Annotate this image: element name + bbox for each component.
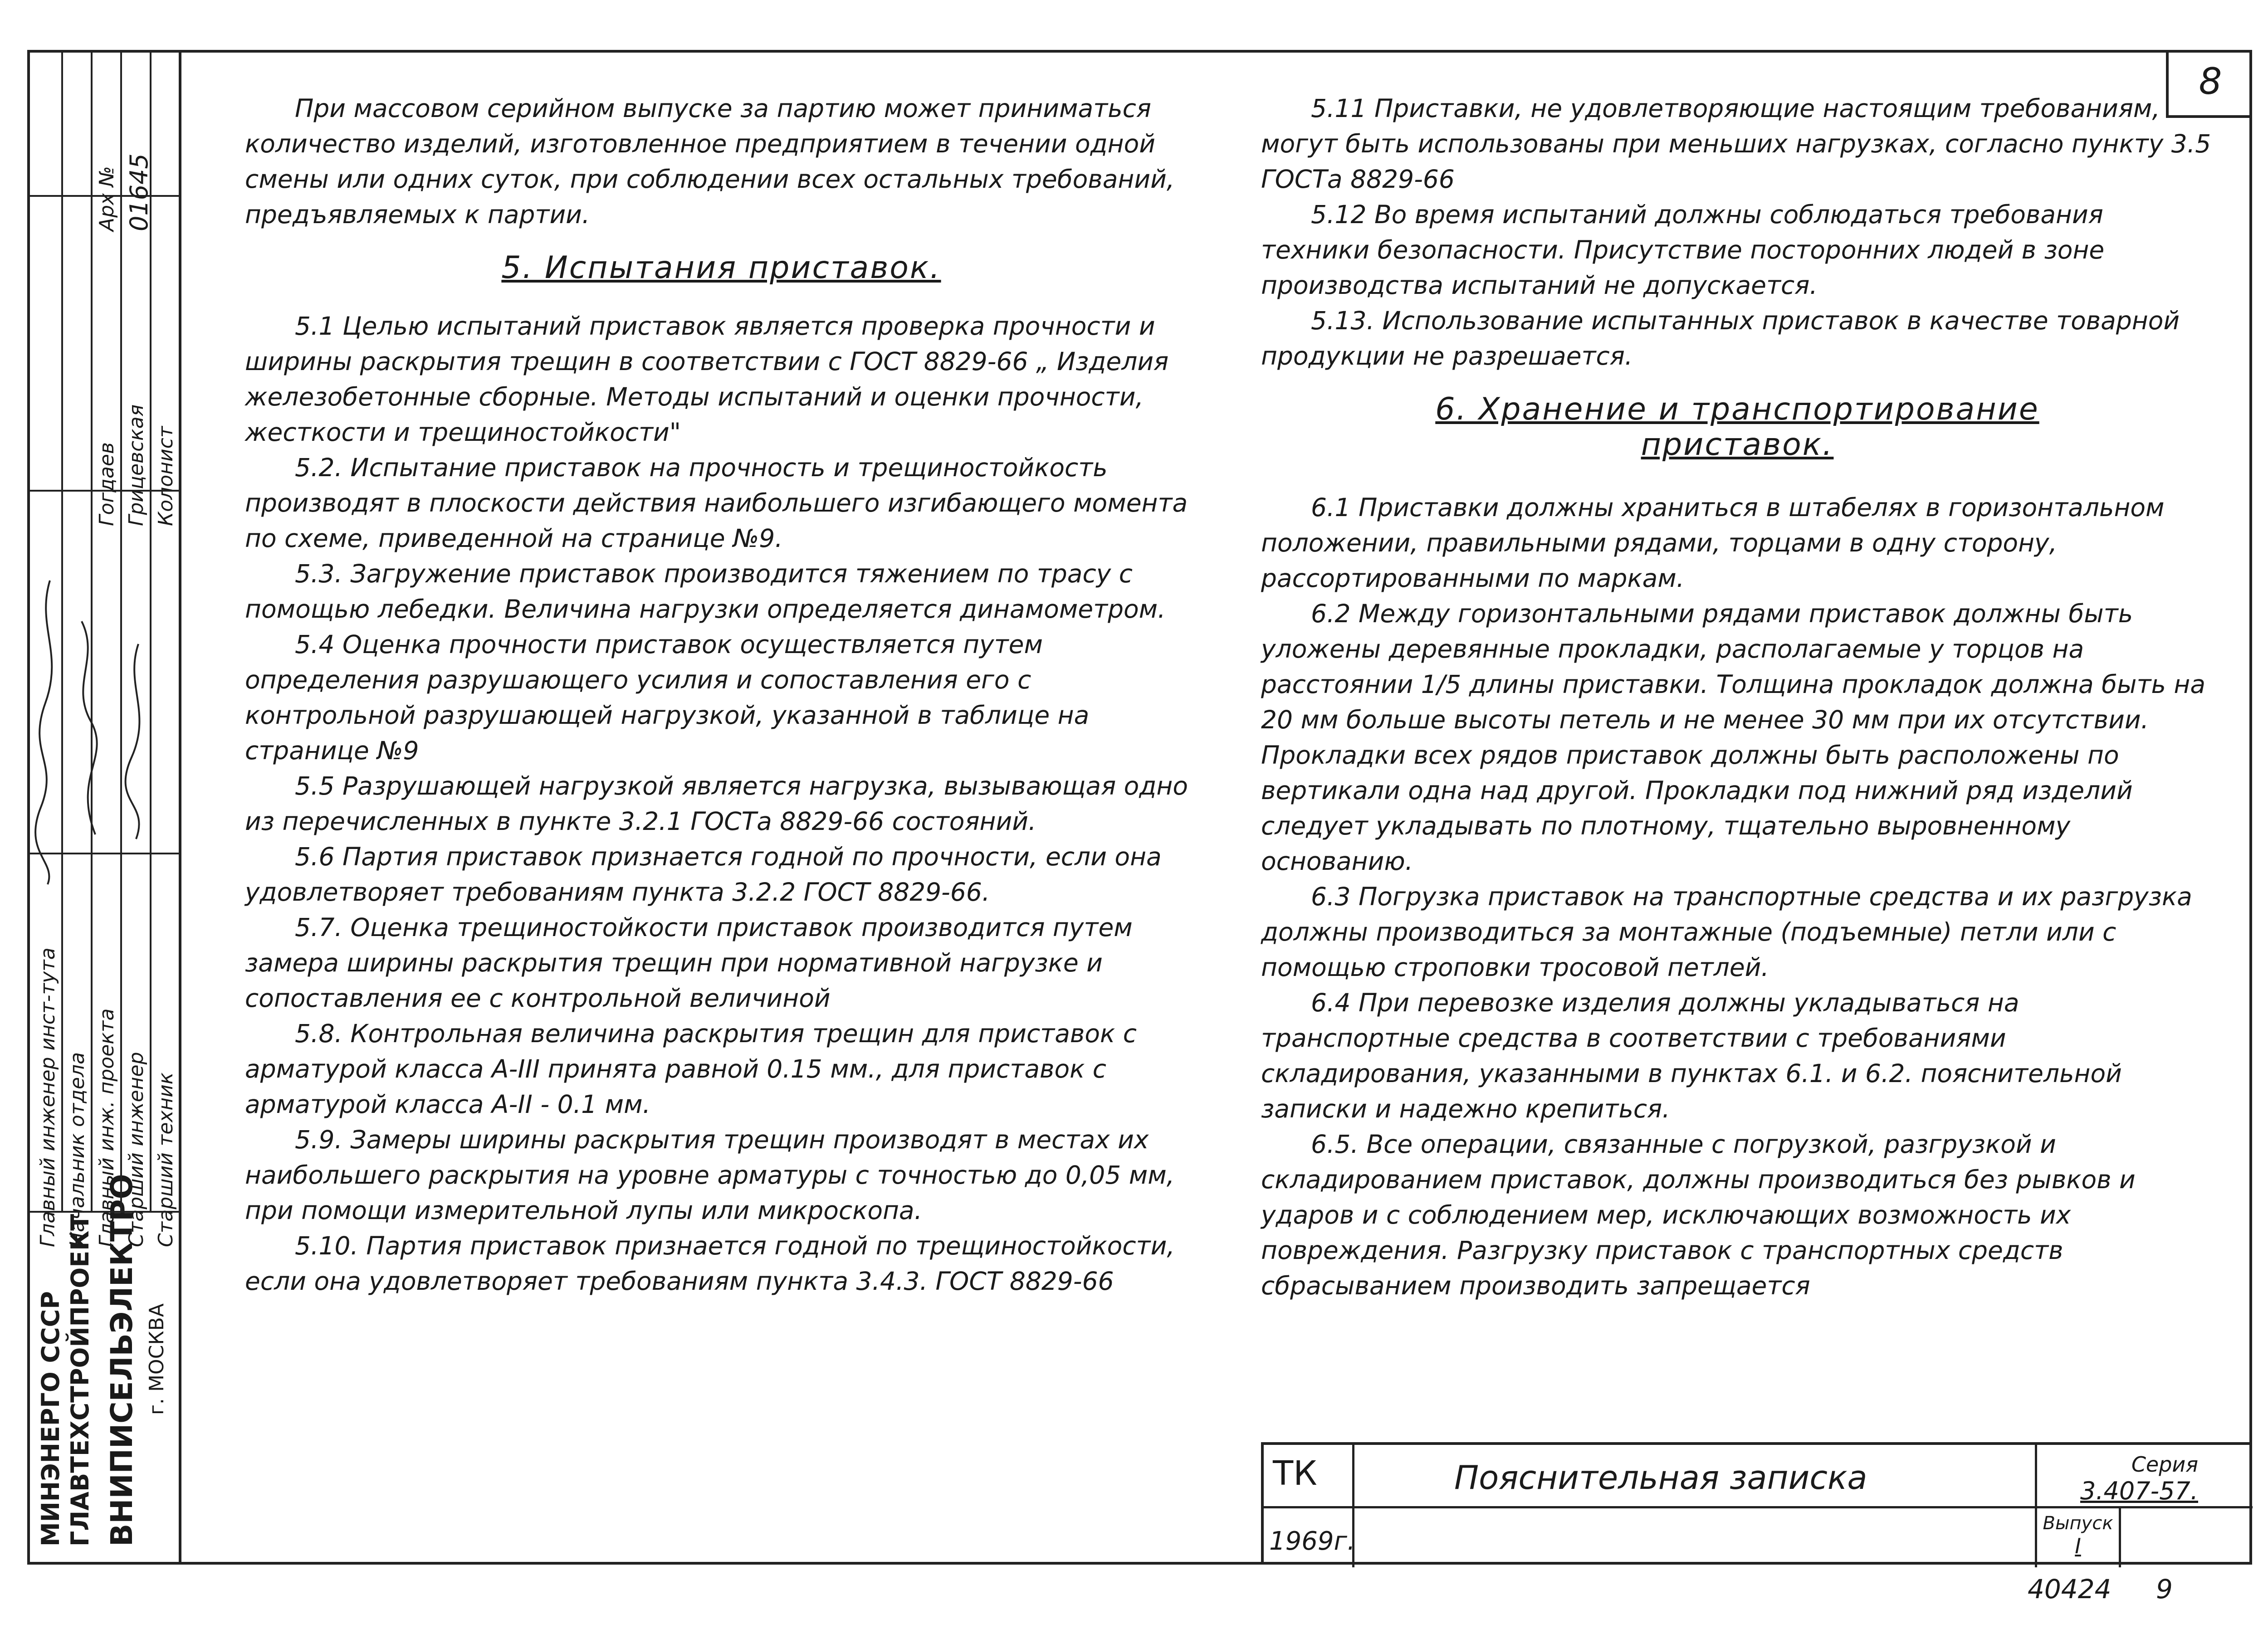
tb-issue-label: Выпуск — [2043, 1513, 2113, 1534]
right-column — [1261, 91, 2214, 1303]
paragraph-6-4: 6.4 При перевозке изделия должны укладываться на транспортные средства в соответствии с требованиями складирования, указанными в пунктах 6.1. и 6.2. пояснительной записки и надежно крепиться. — [1261, 988, 2122, 1123]
stamp-divider-2 — [91, 50, 93, 1211]
section-6-title — [1261, 392, 2214, 463]
stamp-divider-4 — [150, 50, 152, 1211]
stamp-org-line-4: г. МОСКВА — [145, 1303, 168, 1415]
stamp-divider-3 — [120, 50, 122, 1211]
stamp-position-5: Старший техник — [154, 1072, 177, 1247]
stamp-rule-2 — [27, 853, 181, 854]
paragraph-5-6: 5.6 Партия приставок признается годной по прочности, если она удовлетворяет требованиям пункта 3.2.2 ГОСТ 8829-66. — [245, 842, 1162, 907]
tb-year: 1969г. — [1264, 1508, 1354, 1567]
paragraph-5-8: 5.8. Контрольная величина раскрытия трещин для приставок с арматурой класса А-III принята равной 0.15 мм., для приставок с арматурой класса А-II - 0.1 мм. — [245, 1019, 1137, 1119]
title-block — [1261, 1442, 2250, 1565]
stamp-column — [27, 50, 181, 1565]
paragraph-5-5: 5.5 Разрушающей нагрузкой является нагрузка, вызывающая одно из перечисленных в пункте 3.2.1 ГОСТа 8829-66 состояний. — [245, 771, 1188, 836]
intro-paragraph: При массовом серийном выпуске за партию может приниматься количество изделий, изготовленное предприятием в течении одной смены или одних суток, при соблюдении всех остальных требований, предъявляемых к партии. — [245, 94, 1175, 229]
paragraph-5-3: 5.3. Загружение приставок производится тяжением по трасу с помощью лебедки. Величина нагрузки определяется динамометром. — [245, 559, 1166, 624]
stamp-org-line-2: ГЛАВТЕХСТРОЙПРОЕКТ — [66, 1214, 94, 1546]
tb-series-value: 3.407-57. — [2080, 1477, 2198, 1505]
stamp-rule-3 — [27, 490, 181, 492]
paragraph-5-12: 5.12 Во время испытаний должны соблюдаться требования техники безопасности. Присутствие посторонних людей в зоне производства испытаний не допускается. — [1261, 200, 2105, 300]
section-6-title-line-2: приставок. — [1641, 427, 1834, 463]
stamp-position-2: Начальник отдела — [66, 1052, 89, 1247]
tb-title: Пояснительная записка — [1354, 1445, 2035, 1508]
stamp-archive-number: 01645 — [125, 153, 153, 231]
paragraph-5-9: 5.9. Замеры ширины раскрытия трещин производят в местах их наибольшего раскрытия на уровне арматуры с точностью до 0,05 мм, при помощи измерительной лупы или микроскопа. — [245, 1125, 1175, 1225]
footer-inventory — [2028, 1574, 2173, 1605]
paragraph-5-4: 5.4 Оценка прочности приставок осуществляется путем определения разрушающего усилия и сопоставления его с контрольной разрушающей нагрузкой, указанной в таблице на странице №9 — [245, 630, 1090, 765]
paragraph-5-10: 5.10. Партия приставок признается годной по трещиностойкости, если она удовлетворяет требованиям пункта 3.4.3. ГОСТ 8829-66 — [245, 1231, 1175, 1296]
stamp-position-4: Старший инженер — [125, 1052, 148, 1247]
tb-series-label: Серия — [2131, 1452, 2198, 1477]
tb-issue — [2035, 1508, 2121, 1567]
paragraph-6-5: 6.5. Все операции, связанные с погрузкой, разгрузкой и складированием приставок, должны производиться без рывков и ударов и с соблюдением мер, исключающих возможность их повреждения. Разгрузку приставок с транспортных средств сбрасыванием производить запрещается — [1261, 1130, 2136, 1300]
stamp-org-line-3: ВНИПИСЕЛЬЭЛЕКТРО — [104, 1174, 139, 1546]
stamp-position-1: Главный инженер инст-тута — [36, 947, 59, 1247]
left-column — [245, 91, 1198, 1299]
section-6-title-line-1: 6. Хранение и транспортирование — [1435, 391, 2039, 427]
paragraph-5-1: 5.1 Целью испытаний приставок является проверка прочности и ширины раскрытия трещин в соответствии с ГОСТ 8829-66 „ Изделия железобетонные сборные. Методы испытаний и оценки прочности, жесткости и трещиностойкости" — [245, 312, 1169, 447]
paragraph-5-11: 5.11 Приставки, не удовлетворяющие настоящим требованиям, могут быть использованы при меньших нагрузках, согласно пункту 3.5 ГОСТа 8829-66 — [1261, 94, 2211, 194]
stamp-name-4: Грицевская — [125, 404, 148, 526]
paragraph-5-13: 5.13. Использование испытанных приставок в качестве товарной продукции не разрешается. — [1261, 306, 2180, 371]
stamp-divider-1 — [61, 50, 63, 1211]
page-number: 8 — [2166, 50, 2252, 118]
stamp-rule-4 — [27, 195, 181, 197]
sheet-number: 9 — [2156, 1574, 2173, 1605]
paragraph-5-2: 5.2. Испытание приставок на прочность и трещиностойкость производят в плоскости действия наибольшего изгибающего момента по схеме, приведенной на странице №9. — [245, 453, 1188, 553]
tb-issue-value: I — [2075, 1534, 2081, 1558]
section-5-title: 5. Испытания приставок. — [501, 250, 941, 286]
tb-code: ТК — [1264, 1445, 1354, 1508]
signature-stamp-2 — [68, 617, 104, 844]
tb-series — [2035, 1445, 2253, 1508]
stamp-position-3: Главный инж. проекта — [95, 1008, 118, 1247]
paragraph-6-2: 6.2 Между горизонтальными рядами приставок должны быть уложены деревянные прокладки, располагаемые у торцов на расстоянии 1/5 длины приставки. Толщина прокладок должна быть на 20 мм больше высоты петель и не менее 30 мм при их отсутствии. Прокладки всех рядов приставок должны быть расположены по вертикали одна над другой. Прокладки под нижний ряд изделий следует укладывать по плотному, тщательно выровненному основанию. — [1261, 599, 2206, 876]
stamp-name-5: Колонист — [154, 426, 177, 526]
stamp-rule-1 — [27, 1211, 181, 1213]
paragraph-5-7: 5.7. Оценка трещиностойкости приставок производится путем замера ширины раскрытия трещин при нормативной нагрузке и сопоставления ее с контрольной величиной — [245, 913, 1133, 1013]
paragraph-6-3: 6.3 Погрузка приставок на транспортные средства и их разгрузка должны производиться за монтажные (подъемные) петли или с помощью строповки тросовой петлей. — [1261, 882, 2192, 982]
stamp-archive-label: Арх № — [95, 166, 118, 231]
stamp-org-line-1: МИНЭНЕРГО СССР — [36, 1291, 65, 1546]
stamp-name-3: Гогдаев — [95, 442, 118, 526]
paragraph-6-1: 6.1 Приставки должны храниться в штабелях в горизонтальном положении, правильными рядами, торцами в одну сторону, рассортированными по маркам. — [1261, 493, 2165, 593]
inventory-number: 40424 — [2028, 1574, 2112, 1605]
